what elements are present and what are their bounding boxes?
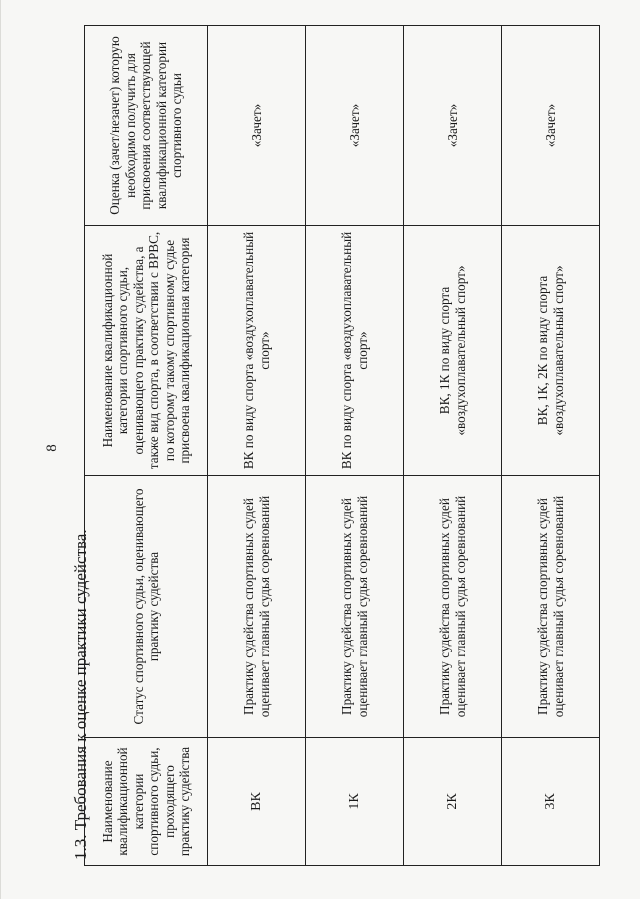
cell-evaluator: ВК, 1К, 2К по виду спорта «воздухоплавательный спорт» <box>502 226 600 476</box>
cell-grade: «Зачет» <box>404 26 502 226</box>
cell-evaluator: ВК, 1К по виду спорта «воздухоплавательный спорт» <box>404 226 502 476</box>
table-row <box>502 26 600 866</box>
requirements-table-wrapper <box>84 26 599 866</box>
cell-status: Практику судейства спортивных судей оценивает главный судья соревнований <box>208 476 306 738</box>
table-row <box>208 26 306 866</box>
cell-status: Практику судейства спортивных судей оценивает главный судья соревнований <box>502 476 600 738</box>
requirements-table <box>84 25 600 866</box>
cell-status: Практику судейства спортивных судей оценивает главный судья соревнований <box>306 476 404 738</box>
cell-grade: «Зачет» <box>306 26 404 226</box>
header-evaluator-category: Наименование квалификационной категории спортивного судьи, оценивающего практику судейства, а также вид спорта, в соответствии с ВРВС, по которому такому спортивному судье присвоена квалификационная категория <box>85 226 208 476</box>
header-trainee-category: Наименование квалификационной категории спортивного судьи, проходящего практику судейства <box>85 738 208 866</box>
table-row <box>306 26 404 866</box>
cell-evaluator: ВК по виду спорта «воздухоплавательный спорт» <box>208 226 306 476</box>
table-header-row <box>85 26 208 866</box>
cell-grade: «Зачет» <box>502 26 600 226</box>
cell-grade: «Зачет» <box>208 26 306 226</box>
cell-evaluator: ВК по виду спорта «воздухоплавательный спорт» <box>306 226 404 476</box>
cell-category: 1К <box>306 738 404 866</box>
cell-status: Практику судейства спортивных судей оценивает главный судья соревнований <box>404 476 502 738</box>
cell-category: ВК <box>208 738 306 866</box>
cell-category: 3К <box>502 738 600 866</box>
page-number: 8 <box>44 444 60 452</box>
header-grade: Оценка (зачет/незачет) которую необходимо получить для присвоения соответствующей квалификационной категории спортивного судьи <box>85 26 208 226</box>
cell-category: 2К <box>404 738 502 866</box>
table-row <box>404 26 502 866</box>
section-title: 1.3. Требования к оценке практики судейства. <box>71 529 90 860</box>
header-evaluator-status: Статус спортивного судьи, оценивающего практику судейства <box>85 476 208 738</box>
